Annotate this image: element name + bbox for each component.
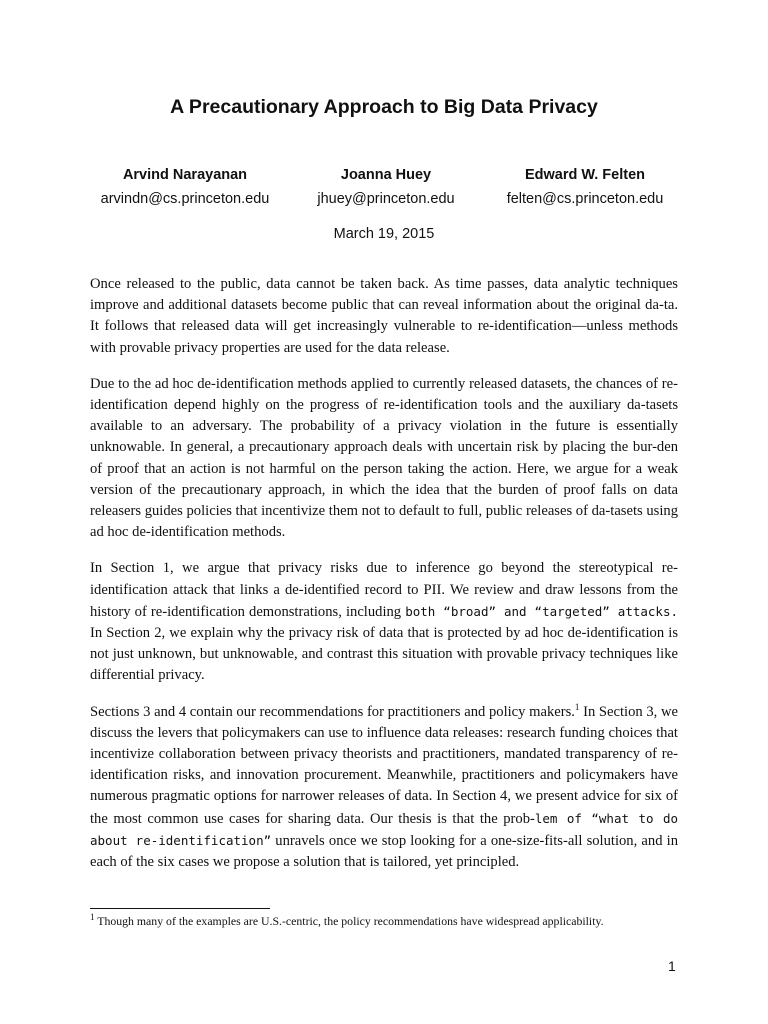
footnote-ref[interactable]: 1 bbox=[574, 701, 580, 712]
paragraph-4-text-end: unravels once we stop looking for a one-size-fits-all solution, and in each of the six cases we propose a solution that is tailored, yet principled. bbox=[90, 832, 678, 871]
author-name: Joanna Huey bbox=[340, 167, 432, 183]
abstract-body bbox=[90, 274, 678, 888]
footnote-marker: 1 bbox=[90, 912, 95, 923]
publication-date: March 19, 2015 bbox=[333, 226, 435, 242]
paragraph-3-text-cont: In Section 2, we explain why the privacy risk of data that is protected by ad hoc de-identification is not just unknown, but unknowable, and contrast this situation with provable privacy techniques like differential privacy. bbox=[90, 625, 678, 684]
author-name: Edward W. Felten bbox=[524, 167, 646, 183]
page-number: 1 bbox=[668, 958, 676, 974]
author-1 bbox=[90, 163, 280, 211]
paragraph-3-code-text: both “broad” and “targeted” attacks. bbox=[405, 603, 678, 619]
author-email: felten@cs.princeton.edu bbox=[506, 191, 664, 207]
author-2 bbox=[300, 163, 472, 211]
paragraph-3 bbox=[90, 558, 678, 686]
paragraph-2: Due to the ad hoc de-identification methods applied to currently released datasets, the chances of re-identification depend highly on the progress of re-identification tools and the auxiliary da-tasets available to an adversary. The probability of a privacy violation in the future is essentially unknowable. In general, a precautionary approach deals with uncertain risk by placing the bur-den of proof that an action is not harmful on the person taking the action. Here, we argue for a weak version of the precautionary approach, in which the idea that the burden of proof falls on data releasers guides policies that incentivize them not to default to full, public releases of da-tasets using ad hoc de-identification methods. bbox=[90, 375, 678, 541]
footnote-divider bbox=[90, 908, 270, 909]
paper-title: A Precautionary Approach to Big Data Privacy bbox=[170, 96, 598, 118]
author-3 bbox=[490, 163, 680, 211]
footnote-text: Though many of the examples are U.S.-centric, the policy recommendations have widespread applicability. bbox=[94, 914, 604, 928]
paragraph-4-text-cont: In Section 3, we discuss the levers that policymakers can use to influence data releases: research funding choices that incentivize collaboration between privacy theorists and practitioners, mandated transparency of re-identification risks, and innovation procurement. Meanwhile, practitioners and policymakers have numerous pragmatic options for narrower releases of data. In Section 4, we present advice for six of the most common use cases for sharing data. Our thesis is that the prob- bbox=[90, 703, 678, 827]
author-name: Arvind Narayanan bbox=[122, 167, 248, 183]
author-email: arvindn@cs.princeton.edu bbox=[100, 191, 270, 207]
paragraph-4-text: Sections 3 and 4 contain our recommendations for practitioners and policy makers. bbox=[90, 703, 575, 720]
author-email: jhuey@princeton.edu bbox=[317, 191, 455, 207]
paragraph-4 bbox=[90, 702, 678, 874]
paragraph-4-code-text: lem of “what to do about re-identification” bbox=[90, 810, 679, 848]
paragraph-1: Once released to the public, data cannot be taken back. As time passes, data analytic techniques improve and additional datasets become public that can reveal information about the original da-ta. It follows that released data will get increasingly vulnerable to re-identification—unless methods with provable privacy properties are used for the data release. bbox=[90, 276, 678, 356]
footnote bbox=[90, 914, 690, 929]
paragraph-3-text: In Section 1, we argue that privacy risks due to inference go beyond the stereotypical re-identification attack that links a de-identified record to PII. We review and draw lessons from the history of re-identification demonstrations, including bbox=[90, 560, 678, 620]
